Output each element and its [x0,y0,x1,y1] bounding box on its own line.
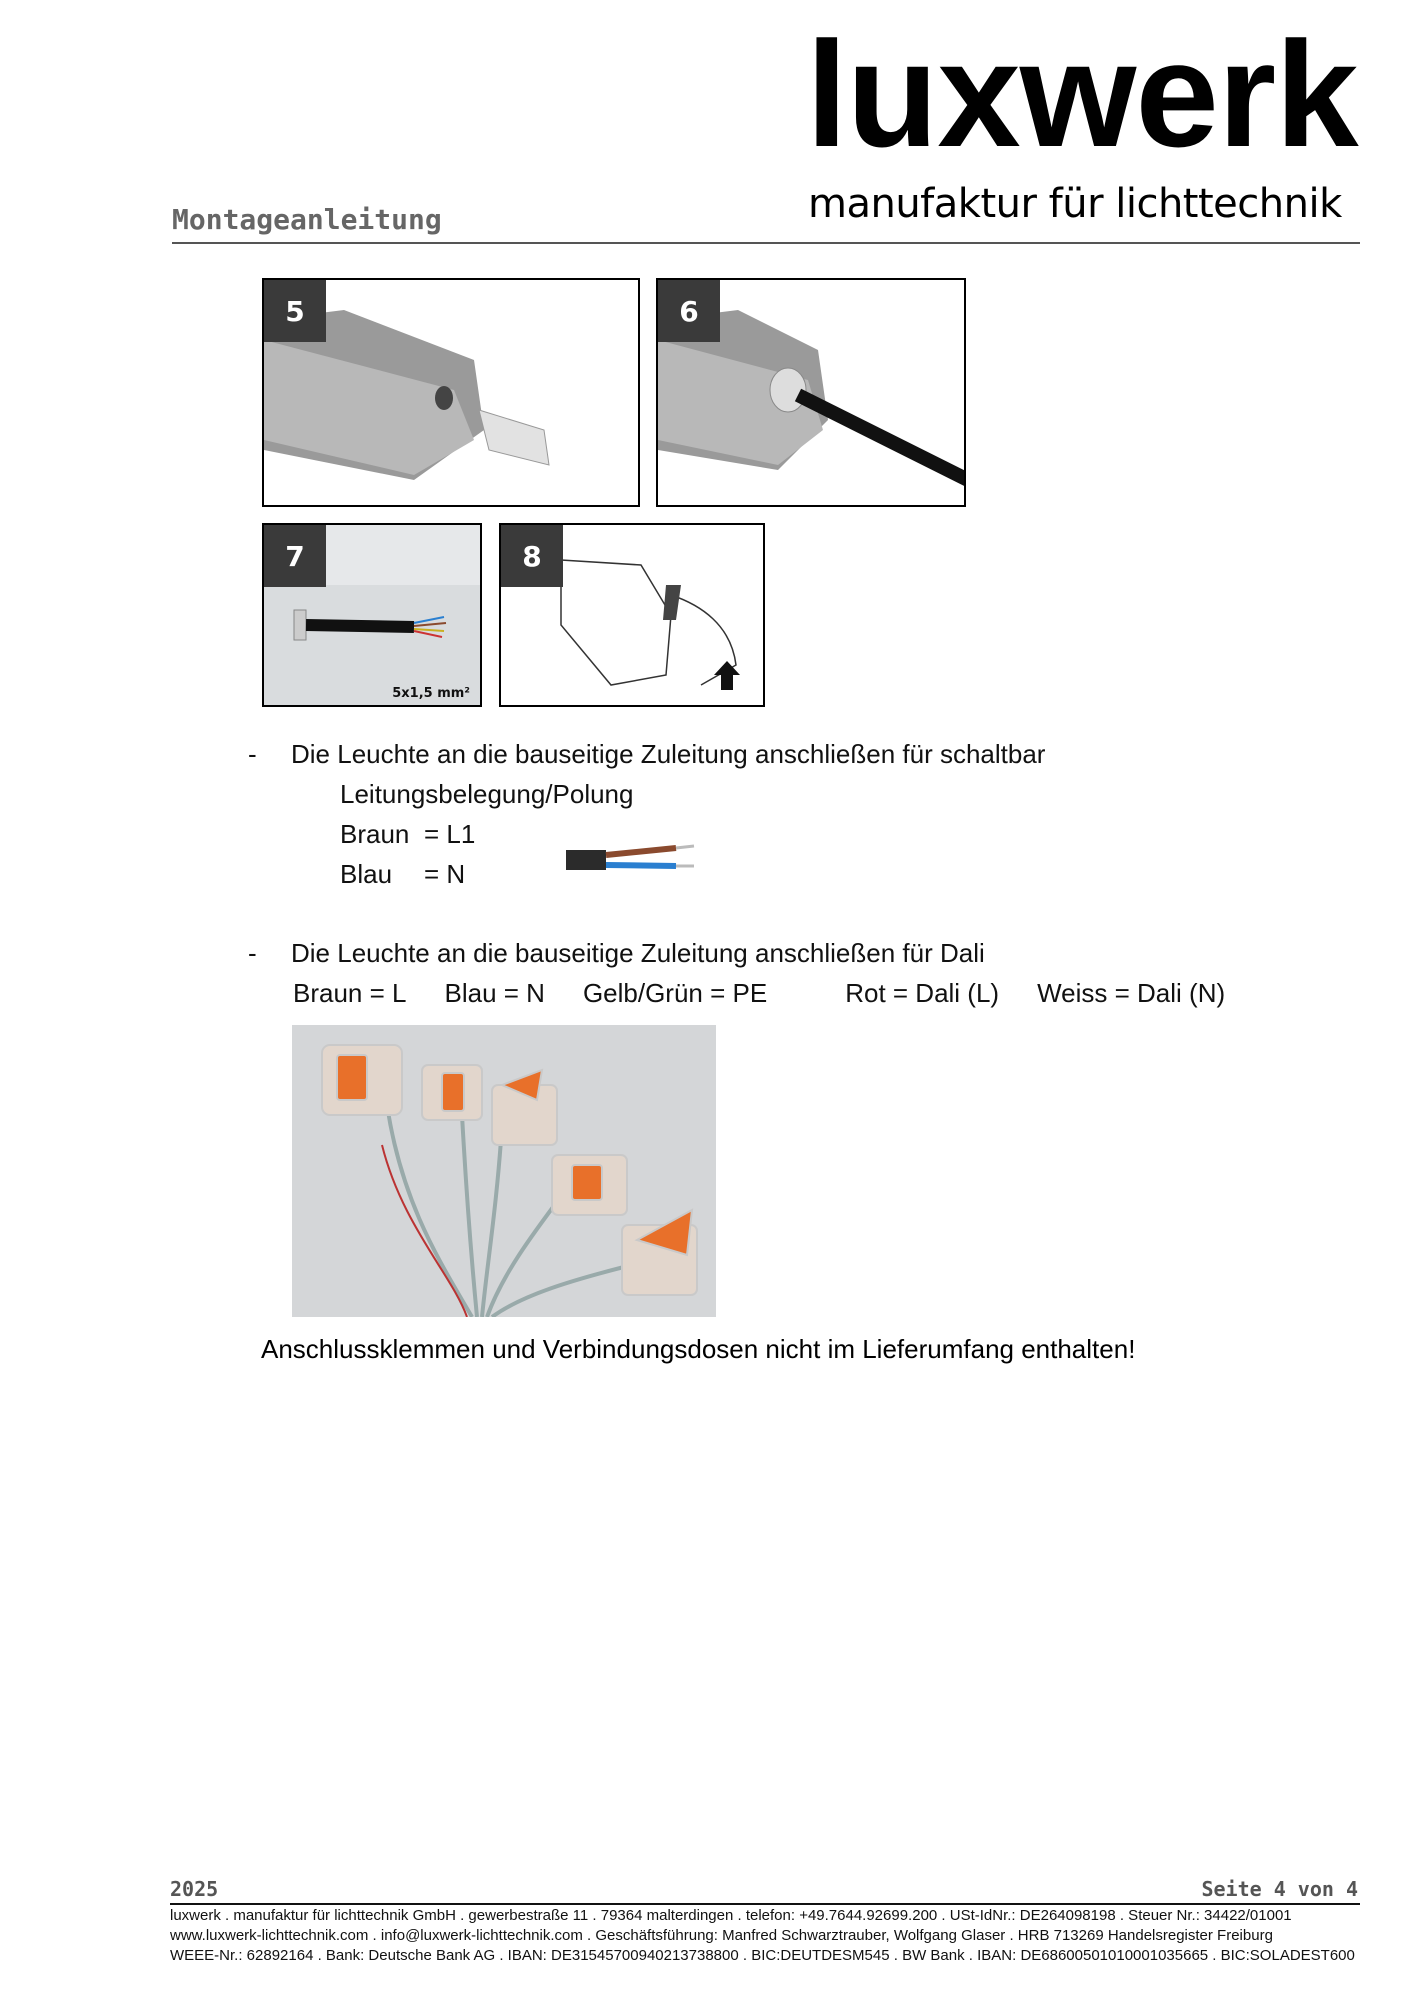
wiring-subheading: Leitungsbelegung/Polung [340,779,634,809]
figure-number: 6 [658,280,720,342]
figure-8 [499,523,765,707]
page-number: Seite 4 von 4 [1201,1877,1358,1901]
figure-7 [262,523,482,707]
footer-divider [170,1903,1360,1905]
wire-label-blue: Blau [340,859,393,889]
figure-5 [262,278,640,507]
wire-row-blue [340,858,465,890]
dali-assignment-pe: Gelb/Grün = PE [582,978,768,1008]
logo-tagline: manufaktur für lichttechnik [808,181,1342,227]
bullet-dash: - [248,938,257,968]
footer-bank-line: WEEE-Nr.: 62892164 . Bank: Deutsche Bank AG . IBAN: DE31545700940213738800 . BIC:DEUTDESM545 . BW Bank . IBAN: DE68600501010001035665 . BIC:SOLADEST600 [170,1947,1355,1964]
figure-number: 8 [501,525,563,587]
wire-value-blue: = N [424,859,466,889]
header-divider [172,242,1360,244]
luxwerk-logo: luxwerk [806,10,1358,178]
dali-assignments-row [293,977,1225,1009]
footer-contact-line: www.luxwerk-lichttechnik.com . info@luxwerk-lichttechnik.com . Geschäftsführung: Manfred Schwarztrauber, Wolfgang Glaser . HRB 713269 Handelsregister Freiburg [170,1927,1273,1944]
footer-company-line: luxwerk . manufaktur für lichttechnik GmbH . gewerbestraße 11 . 79364 malterdingen . telefon: +49.7644.92699.200 . USt-IdNr.: DE264098198 . Steuer Nr.: 34422/01001 [170,1907,1292,1924]
figure-6 [656,278,966,507]
dali-assignment-red: Rot = Dali (L) [845,978,1000,1008]
two-wire-cable-icon [566,842,696,876]
instruction-dali: Die Leuchte an die bauseitige Zuleitung anschließen für Dali [291,938,985,968]
dali-assignment-brown: Braun = L [293,978,407,1008]
figure-number: 7 [264,525,326,587]
wire-label-brown: Braun [340,819,410,849]
wire-value-brown: = L1 [424,819,476,849]
figure-number: 5 [264,280,326,342]
instruction-switchable: Die Leuchte an die bauseitige Zuleitung anschließen für schaltbar [291,739,1046,769]
dali-assignment-blue: Blau = N [444,978,545,1008]
document-title: Montageanleitung [172,203,442,236]
dali-assignment-white: Weiss = Dali (N) [1037,978,1226,1008]
bullet-dash: - [248,739,257,769]
footer-year: 2025 [170,1877,219,1901]
wire-row-brown [340,818,475,850]
scope-of-delivery-note: Anschlussklemmen und Verbindungsdosen nicht im Lieferumfang enthalten! [261,1334,1136,1364]
wago-connectors-photo [292,1025,716,1317]
cable-spec-caption: 5x1,5 mm² [392,686,470,701]
